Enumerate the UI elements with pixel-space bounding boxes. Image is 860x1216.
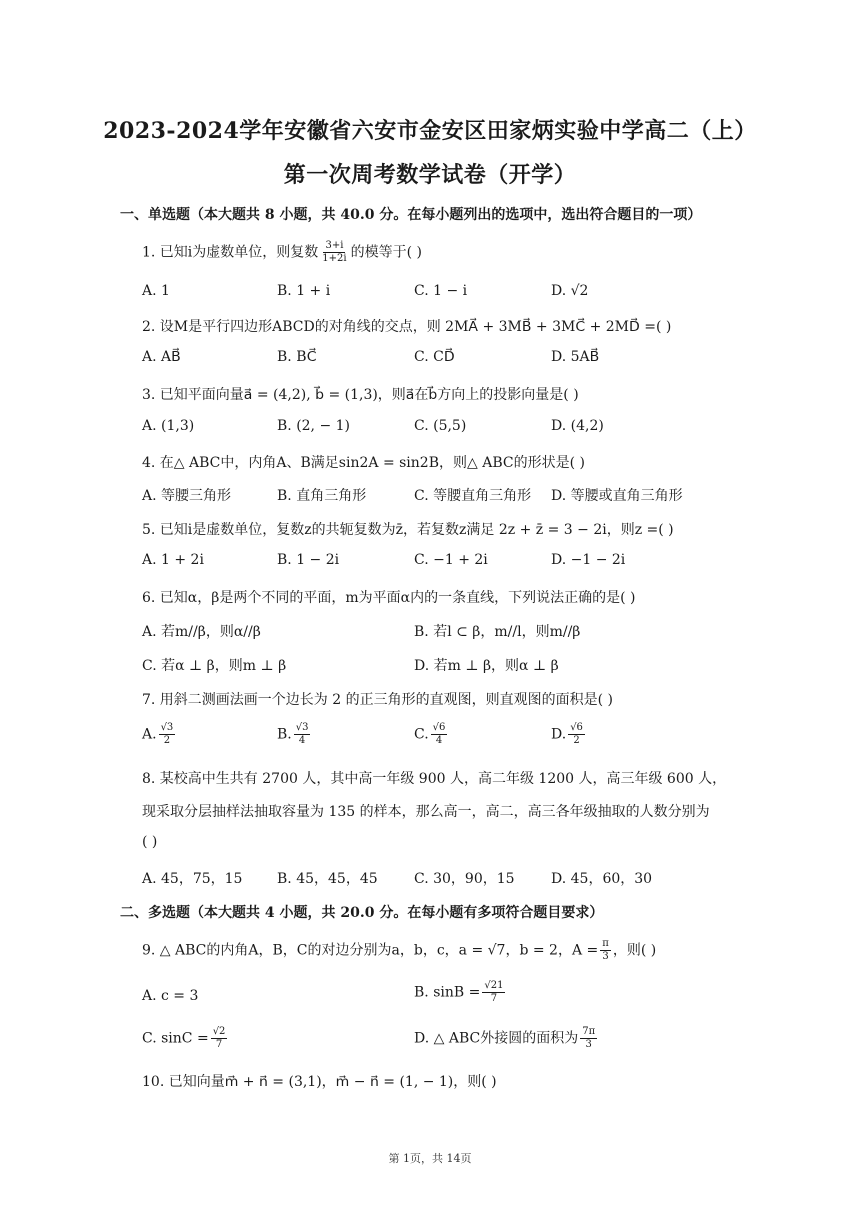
question-4-option-b: B. 直角三角形 <box>277 488 367 504</box>
question-6-option-c: C. 若α ⊥ β，则m ⊥ β <box>142 658 287 674</box>
question-1-option-b: B. 1 + i <box>277 283 331 299</box>
question-1-fraction: $\frac{3+i}{1+2i}$ <box>322 240 347 264</box>
question-3-option-d: D. (4,2) <box>551 418 604 434</box>
question-1-option-c: C. 1 − i <box>414 283 468 299</box>
question-2-option-b: B. BC⃗ <box>277 349 317 365</box>
question-6-option-a: A. 若m//β，则α//β <box>142 624 261 640</box>
question-1-option-a: A. 1 <box>142 283 170 299</box>
question-5-stem: 5. 已知i是虚数单位，复数z的共轭复数为z̄，若复数z满足 2z + z̄ = 3 − 2i，则z =( ) <box>142 522 674 538</box>
question-4-option-d: D. 等腰或直角三角形 <box>551 488 683 504</box>
question-6-option-b: B. 若l ⊂ β，m//l，则m//β <box>414 624 581 640</box>
question-8-stem-line1: 8. 某校高中生共有 2700 人，其中高一年级 900 人，高二年级 1200 人，高三年级 600 人， <box>142 771 727 787</box>
question-8-stem-line2: 现采取分层抽样法抽取容量为 135 的样本，那么高一，高二，高三各年级抽取的人数分别为 <box>142 804 710 820</box>
question-4-stem: 4. 在△ ABC中，内角A、B满足sin2A = sin2B，则△ ABC的形状是( ) <box>142 455 585 471</box>
section-heading-multi-choice: 二、多选题（本大题共 4 小题，共 20.0 分。在每小题有多项符合题目要求） <box>120 905 604 921</box>
exam-title-line2: 第一次周考数学试卷（开学） <box>283 162 577 188</box>
question-8-option-a: A. 45，75，15 <box>142 871 243 887</box>
question-8-option-c: C. 30，90，15 <box>414 871 515 887</box>
question-9-option-c: C. sinC = $\frac{√2}{7}$ <box>142 1026 226 1050</box>
question-7-option-b: B. $\frac{√3}{4}$ <box>277 722 309 746</box>
question-9-stem: 9. △ ABC的内角A，B，C的对边分别为a，b，c，a = √7，b = 2，A = <box>142 942 599 959</box>
question-9-fraction: $\frac{\pi}{3}$ <box>602 938 609 962</box>
question-5-option-b: B. 1 − 2i <box>277 552 340 568</box>
question-1 <box>142 240 422 265</box>
question-9-option-a: A. c = 3 <box>142 988 199 1004</box>
question-3-option-b: B. (2, − 1) <box>277 418 351 434</box>
question-2-option-a: A. AB⃗ <box>142 349 181 365</box>
question-7-stem: 7. 用斜二测画法画一个边长为 2 的正三角形的直观图，则直观图的面积是( ) <box>142 692 613 708</box>
question-8-option-d: D. 45，60，30 <box>551 871 653 887</box>
question-1-stem: 1. 已知i为虚数单位，则复数 <box>142 244 319 261</box>
question-6-option-d: D. 若m ⊥ β，则α ⊥ β <box>414 658 559 674</box>
question-5-option-a: A. 1 + 2i <box>142 552 204 568</box>
question-8-option-b: B. 45，45，45 <box>277 871 378 887</box>
question-9-option-b: B. sinB = $\frac{√21}{7}$ <box>414 980 504 1004</box>
question-6-stem: 6. 已知α，β是两个不同的平面，m为平面α内的一条直线，下列说法正确的是( ) <box>142 590 636 606</box>
question-3-option-a: A. (1,3) <box>142 418 195 434</box>
question-5-option-c: C. −1 + 2i <box>414 552 488 568</box>
question-5-option-d: D. −1 − 2i <box>551 552 626 568</box>
question-9 <box>142 938 656 963</box>
question-1-stem-tail: 的模等于( ) <box>350 244 422 261</box>
question-9-option-d: D. △ ABC外接圆的面积为 $\frac{7\pi}{3}$ <box>414 1026 596 1050</box>
question-3-stem: 3. 已知平面向量a⃗ = (4,2), b⃗ = (1,3)，则a⃗在b⃗方向上的投影向量是( ) <box>142 387 579 403</box>
question-2-stem: 2. 设M是平行四边形ABCD的对角线的交点，则 2MA⃗ + 3MB⃗ + 3MC⃗ + 2MD⃗ =( ) <box>142 319 672 335</box>
question-10-stem: 10. 已知向量m⃗ + n⃗ = (3,1)，m⃗ − n⃗ = (1, − 1)，则( ) <box>142 1074 497 1090</box>
page-footer: 第 1页，共 14页 <box>388 1152 472 1165</box>
question-4-option-c: C. 等腰直角三角形 <box>414 488 532 504</box>
question-3-option-c: C. (5,5) <box>414 418 467 434</box>
question-9-stem-tail: ，则( ) <box>612 942 657 959</box>
question-7-option-c: C. $\frac{√6}{4}$ <box>414 722 446 746</box>
question-2-option-c: C. CD⃗ <box>414 349 455 365</box>
question-1-option-d: D. √2 <box>551 283 589 299</box>
question-8-stem-line3: ( ) <box>142 834 158 850</box>
question-7-option-d: D. $\frac{√6}{2}$ <box>551 722 583 746</box>
question-2-option-d: D. 5AB⃗ <box>551 349 600 365</box>
exam-title-line1: 2023-2024学年安徽省六安市金安区田家炳实验中学高二（上） <box>103 118 757 144</box>
question-7-option-a: A. $\frac{√3}{2}$ <box>142 722 174 746</box>
section-heading-single-choice: 一、单选题（本大题共 8 小题，共 40.0 分。在每小题列出的选项中，选出符合题目的一项） <box>120 207 702 223</box>
question-4-option-a: A. 等腰三角形 <box>142 488 232 504</box>
